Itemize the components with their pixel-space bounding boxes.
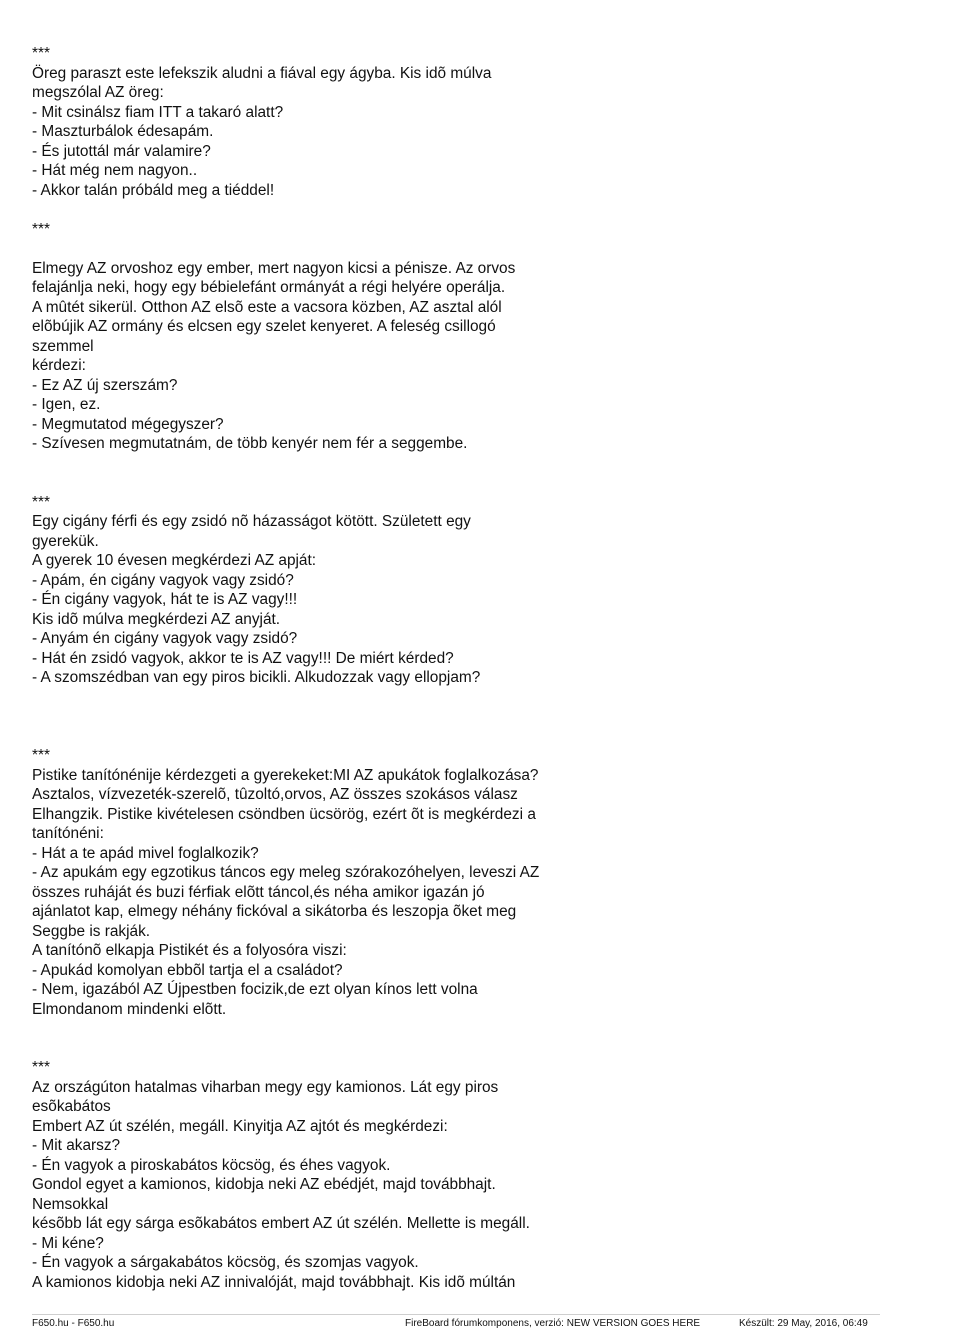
text-line: - Maszturbálok édesapám. bbox=[32, 123, 214, 140]
text-line: kérdezi: bbox=[32, 357, 86, 374]
text-line: Öreg paraszt este lefekszik aludni a fiával egy ágyba. Kis idõ múlva bbox=[32, 64, 492, 82]
text-line: - Én vagyok a piroskabátos köcsög, és éhes vagyok. bbox=[32, 1156, 391, 1174]
text-line: esõkabátos bbox=[32, 1098, 111, 1115]
text-line: tanítónéni: bbox=[32, 825, 104, 842]
text-line: Nemsokkal bbox=[32, 1195, 109, 1213]
text-line: Gondol egyet a kamionos, kidobja neki AZ ebédjét, majd továbbhajt. bbox=[32, 1176, 496, 1193]
text-line: - Hát még nem nagyon.. bbox=[32, 162, 198, 179]
text-line: *** bbox=[32, 1059, 50, 1076]
text-line: Asztalos, vízvezeték-szerelõ, tûzoltó,orvos, AZ összes szokásos válasz bbox=[32, 786, 518, 803]
text-line: ajánlatot kap, elmegy néhány fickóval a sikátorba és leszopja õket meg bbox=[32, 903, 517, 920]
text-block bbox=[32, 746, 612, 1058]
blank-line bbox=[32, 239, 612, 259]
text-line: - Igen, ez. bbox=[32, 396, 101, 413]
text-block bbox=[32, 220, 612, 259]
text-line: gyerekük. bbox=[32, 532, 99, 550]
text-line: összes ruháját és buzi férfiak elõtt táncol,és néha amikor igazán jó bbox=[32, 883, 485, 901]
footer-generated: Készült: 29 May, 2016, 06:49 bbox=[739, 1318, 868, 1329]
footer-site: F650.hu - F650.hu bbox=[32, 1318, 115, 1329]
text-line: A kamionos kidobja neki AZ innivalóját, majd továbbhajt. Kis idõ múltán bbox=[32, 1273, 516, 1291]
text-line: *** bbox=[32, 220, 50, 238]
text-line: A tanítónõ elkapja Pistikét és a folyosóra viszi: bbox=[32, 942, 347, 959]
footer-component: FireBoard fórumkomponens, verzió: NEW VERSION GOES HERE bbox=[405, 1318, 701, 1329]
text-line: A mûtét sikerül. Otthon AZ elsõ este a vacsora közben, AZ asztal alól bbox=[32, 298, 502, 316]
text-line: Seggbe is rakják. bbox=[32, 922, 151, 940]
text-line: *** bbox=[32, 747, 50, 764]
text-line: Elhangzik. Pistike kivételesen csöndben ücsörög, ezért õt is megkérdezi a bbox=[32, 805, 536, 823]
text-line: Elmondanom mindenki elõtt. bbox=[32, 1000, 227, 1018]
text-line: - Mit csinálsz fiam ITT a takaró alatt? bbox=[32, 103, 284, 121]
text-line: - Én cigány vagyok, hát te is AZ vagy!!! bbox=[32, 591, 298, 608]
text-line: - Az apukám egy egzotikus táncos egy meleg szórakozóhelyen, leveszi AZ bbox=[32, 864, 540, 881]
blank-line bbox=[32, 473, 612, 493]
text-block bbox=[32, 259, 612, 493]
text-block bbox=[32, 1058, 612, 1292]
text-line: szemmel bbox=[32, 337, 94, 355]
text-line: - Akkor talán próbáld meg a tiéddel! bbox=[32, 181, 275, 199]
document-body bbox=[32, 44, 612, 1292]
blank-line bbox=[32, 727, 612, 747]
text-line: - A szomszédban van egy piros bicikli. Alkudozzak vagy ellopjam? bbox=[32, 669, 481, 686]
text-line: *** bbox=[32, 493, 50, 511]
text-line: - Hát én zsidó vagyok, akkor te is AZ vagy!!! De miért kérded? bbox=[32, 649, 454, 667]
text-line: - Én vagyok a sárgakabátos köcsög, és szomjas vagyok. bbox=[32, 1254, 419, 1271]
text-line: - Nem, igazából AZ Újpestben focizik,de ezt olyan kínos lett volna bbox=[32, 981, 478, 998]
blank-line bbox=[32, 1019, 612, 1039]
text-line: - Megmutatod mégegyszer? bbox=[32, 415, 224, 433]
text-line: - Ez AZ új szerszám? bbox=[32, 376, 178, 394]
text-line: Elmegy AZ orvoshoz egy ember, mert nagyon kicsi a pénisze. Az orvos bbox=[32, 259, 516, 277]
text-line: - Apukád komolyan ebbõl tartja el a családot? bbox=[32, 961, 343, 979]
text-line: megszólal AZ öreg: bbox=[32, 84, 164, 101]
text-line: Pistike tanítónénije kérdezgeti a gyerekeket:MI AZ apukátok foglalkozása? bbox=[32, 766, 539, 784]
text-line: - Apám, én cigány vagyok vagy zsidó? bbox=[32, 571, 294, 589]
text-line: Egy cigány férfi és egy zsidó nõ házasságot kötött. Született egy bbox=[32, 513, 471, 530]
text-line: - És jutottál már valamire? bbox=[32, 142, 211, 160]
text-line: Az országúton hatalmas viharban megy egy kamionos. Lát egy piros bbox=[32, 1078, 499, 1096]
blank-line bbox=[32, 200, 612, 220]
text-line: Embert AZ út szélén, megáll. Kinyitja AZ ajtót és megkérdezi: bbox=[32, 1117, 448, 1135]
text-line: Kis idõ múlva megkérdezi AZ anyját. bbox=[32, 610, 281, 628]
page-footer bbox=[0, 1314, 960, 1332]
text-line: A gyerek 10 évesen megkérdezi AZ apját: bbox=[32, 552, 317, 569]
text-line: - Hát a te apád mivel foglalkozik? bbox=[32, 844, 259, 862]
blank-line bbox=[32, 454, 612, 474]
text-line: felajánlja neki, hogy egy bébielefánt ormányát a régi helyére operálja. bbox=[32, 279, 506, 296]
text-block bbox=[32, 493, 612, 747]
text-block bbox=[32, 44, 612, 220]
blank-line bbox=[32, 707, 612, 727]
text-line: - Mit akarsz? bbox=[32, 1137, 121, 1154]
text-line: elõbújik AZ ormány és elcsen egy szelet kenyeret. A feleség csillogó bbox=[32, 318, 496, 335]
blank-line bbox=[32, 1039, 612, 1059]
text-line: késõbb lát egy sárga esõkabátos embert AZ út szélén. Mellette is megáll. bbox=[32, 1215, 530, 1232]
text-line: *** bbox=[32, 45, 50, 62]
text-line: - Mi kéne? bbox=[32, 1234, 104, 1252]
blank-line bbox=[32, 688, 612, 708]
text-line: - Szívesen megmutatnám, de több kenyér nem fér a seggembe. bbox=[32, 435, 468, 452]
text-line: - Anyám én cigány vagyok vagy zsidó? bbox=[32, 630, 298, 647]
